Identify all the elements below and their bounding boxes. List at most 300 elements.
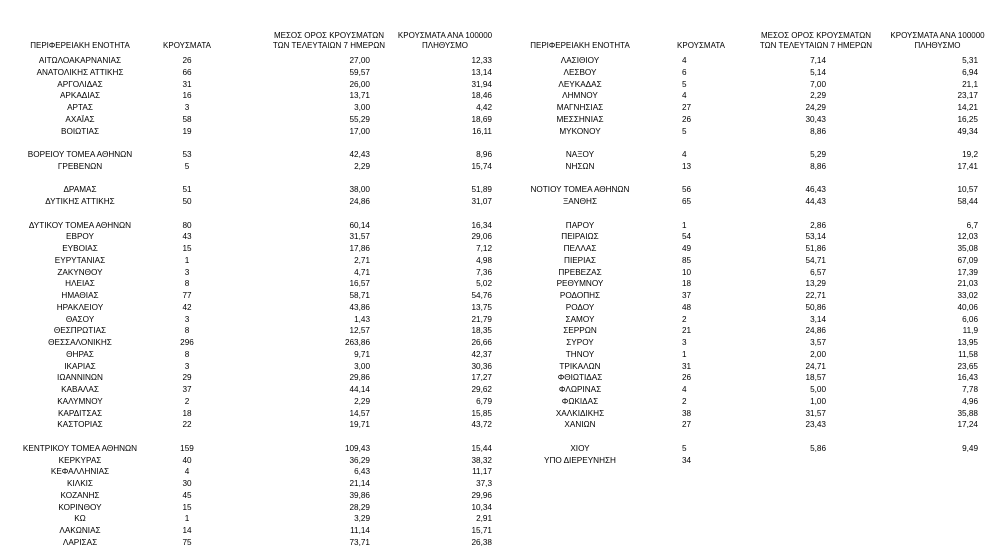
avg7-cell: 22,71 <box>805 291 826 300</box>
cases-cell: 48 <box>682 302 692 312</box>
header-avg7-left: ΜΕΣΟΣ ΟΡΟΣ ΚΡΟΥΣΜΑΤΩΝ ΤΩΝ ΤΕΛΕΥΤΑΙΩΝ 7 ΗΜΕΡΩΝ <box>272 31 386 50</box>
per100k-cell: 2,91 <box>476 514 492 524</box>
region-cell: ΝΟΤΙΟΥ ΤΟΜΕΑ ΑΘΗΝΩΝ <box>530 185 630 195</box>
cases-cell: 75 <box>182 537 192 547</box>
avg7-cell: 27,00 <box>349 56 370 65</box>
per100k-cell: 7,12 <box>476 244 492 253</box>
avg7-cell: 6,57 <box>810 267 826 277</box>
region-cell: ΛΗΜΝΟΥ <box>562 91 598 101</box>
region-cell: ΘΕΣΠΡΩΤΙΑΣ <box>53 326 107 336</box>
per100k-cell: 30,36 <box>471 361 492 371</box>
per100k-cell: 23,17 <box>957 91 978 101</box>
table-row <box>0 55 1000 67</box>
region-cell: ΛΑΡΙΣΑΣ <box>62 537 98 547</box>
cases-cell: 65 <box>682 197 692 206</box>
cases-cell: 3 <box>184 103 190 112</box>
per100k-cell: 40,06 <box>957 302 978 312</box>
per100k-cell: 49,34 <box>957 126 978 136</box>
per100k-cell: 11,9 <box>962 326 978 336</box>
per100k-cell: 4,42 <box>476 103 492 112</box>
avg7-cell: 263,86 <box>344 338 370 347</box>
avg7-cell: 16,57 <box>349 279 370 289</box>
table-row <box>0 196 1000 208</box>
region-cell: ΤΡΙΚΑΛΩΝ <box>559 361 601 371</box>
cases-cell: 38 <box>682 408 692 418</box>
region-cell: ΑΡΚΑΔΙΑΣ <box>59 91 101 101</box>
cases-cell: 26 <box>682 373 692 383</box>
region-cell: ΦΘΙΩΤΙΔΑΣ <box>557 373 603 383</box>
region-cell: ΛΑΚΩΝΙΑΣ <box>59 526 101 535</box>
region-cell: ΛΑΣΙΘΙΟΥ <box>560 56 600 65</box>
avg7-cell: 36,29 <box>349 455 370 465</box>
cases-cell: 80 <box>182 220 192 230</box>
header-cases-left: ΚΡΟΥΣΜΑΤΑ <box>163 41 211 50</box>
region-cell: ΑΡΓΟΛΙΔΑΣ <box>57 79 103 89</box>
cases-cell: 3 <box>184 314 190 324</box>
per100k-cell: 17,39 <box>957 267 978 277</box>
region-cell: ΑΡΤΑΣ <box>67 103 93 112</box>
cases-cell: 50 <box>182 197 192 206</box>
avg7-cell: 39,86 <box>349 490 370 500</box>
cases-cell: 4 <box>682 91 687 101</box>
table-row <box>0 302 1000 314</box>
per100k-cell: 15,44 <box>471 443 492 453</box>
table-row <box>0 220 1000 232</box>
region-cell: ΣΥΡΟΥ <box>566 338 594 347</box>
per100k-cell: 35,88 <box>957 408 978 418</box>
avg7-cell: 54,71 <box>805 255 826 265</box>
region-cell: ΠΕΛΛΑΣ <box>563 244 597 253</box>
table-row <box>0 314 1000 326</box>
per100k-cell: 21,1 <box>962 79 978 89</box>
region-cell: ΗΜΑΘΙΑΣ <box>61 291 99 300</box>
per100k-cell: 37,3 <box>476 479 492 488</box>
avg7-cell: 9,71 <box>354 349 370 359</box>
avg7-cell: 51,86 <box>805 244 826 253</box>
avg7-cell: 44,43 <box>805 197 826 206</box>
avg7-cell: 13,29 <box>805 279 826 289</box>
table-row <box>0 255 1000 267</box>
table-row <box>0 114 1000 126</box>
cases-cell: 40 <box>182 455 192 465</box>
cases-cell: 1 <box>184 255 190 265</box>
region-cell: ΠΑΡΟΥ <box>565 220 595 230</box>
avg7-cell: 55,29 <box>349 114 370 124</box>
table-row <box>0 290 1000 302</box>
region-cell: ΚΕΦΑΛΛΗΝΙΑΣ <box>50 467 110 477</box>
cases-cell: 8 <box>184 279 190 289</box>
per100k-cell: 21,79 <box>471 314 492 324</box>
avg7-cell: 109,43 <box>344 443 370 453</box>
region-cell: ΚΙΛΚΙΣ <box>66 479 93 488</box>
avg7-cell: 26,00 <box>349 79 370 89</box>
region-cell: ΚΩ <box>74 514 86 524</box>
region-cell: ΛΕΣΒΟΥ <box>563 67 597 77</box>
table-spacer-row <box>0 431 1000 443</box>
cases-cell: 18 <box>682 279 692 289</box>
per100k-cell: 11,17 <box>472 467 492 477</box>
avg7-cell: 5,00 <box>810 385 826 394</box>
per100k-cell: 10,57 <box>957 185 978 195</box>
region-cell: ΕΒΡΟΥ <box>66 232 94 242</box>
region-cell: ΥΠΟ ΔΙΕΡΕΥΝΗΣΗ <box>544 455 616 465</box>
per100k-cell: 12,33 <box>471 56 492 65</box>
avg7-cell: 50,86 <box>805 302 826 312</box>
table-row <box>0 349 1000 361</box>
avg7-cell: 23,43 <box>805 420 826 430</box>
avg7-cell: 46,43 <box>805 185 826 195</box>
cases-cell: 53 <box>182 150 192 159</box>
region-cell: ΔΥΤΙΚΟΥ ΤΟΜΕΑ ΑΘΗΝΩΝ <box>28 220 132 230</box>
region-cell: ΠΕΙΡΑΙΩΣ <box>561 232 599 242</box>
avg7-cell: 3,00 <box>354 361 370 371</box>
cases-cell: 34 <box>682 455 692 465</box>
region-cell: ΒΟΙΩΤΙΑΣ <box>60 126 100 136</box>
region-cell: ΚΟΖΑΝΗΣ <box>60 490 100 500</box>
per100k-cell: 4,96 <box>962 396 978 406</box>
header-avg7-right: ΜΕΣΟΣ ΟΡΟΣ ΚΡΟΥΣΜΑΤΩΝ ΤΩΝ ΤΕΛΕΥΤΑΙΩΝ 7 ΗΜΕΡΩΝ <box>759 31 873 50</box>
region-cell: ΘΑΣΟΥ <box>65 314 95 324</box>
cases-cell: 18 <box>182 408 192 418</box>
region-cell: ΑΧΑΪΑΣ <box>65 114 95 124</box>
table-row <box>0 525 1000 537</box>
per100k-cell: 21,03 <box>957 279 978 289</box>
per100k-cell: 15,85 <box>471 408 492 418</box>
cases-cell: 85 <box>682 255 692 265</box>
per100k-cell: 17,24 <box>957 420 978 430</box>
per100k-cell: 17,27 <box>471 373 492 383</box>
avg7-cell: 2,00 <box>810 349 826 359</box>
cases-cell: 54 <box>682 232 692 242</box>
region-cell: ΛΕΥΚΑΔΑΣ <box>558 79 602 89</box>
header-per100k-right: ΚΡΟΥΣΜΑΤΑ ΑΝΑ 100000 ΠΛΗΘΥΣΜΟ <box>890 31 985 50</box>
cases-cell: 43 <box>182 232 192 242</box>
cases-cell: 4 <box>682 150 687 159</box>
table-row <box>0 537 1000 549</box>
table-row <box>0 455 1000 467</box>
region-cell: ΔΡΑΜΑΣ <box>63 185 97 195</box>
per100k-cell: 31,07 <box>471 197 492 206</box>
cases-cell: 37 <box>682 291 692 300</box>
cases-cell: 2 <box>184 396 190 406</box>
per100k-cell: 29,06 <box>471 232 492 242</box>
avg7-cell: 4,71 <box>354 267 370 277</box>
region-cell: ΚΑΛΥΜΝΟΥ <box>57 396 103 406</box>
region-cell: ΑΙΤΩΛΟΑΚΑΡΝΑΝΙΑΣ <box>38 56 122 65</box>
cases-cell: 4 <box>682 56 687 65</box>
region-cell: ΗΛΕΙΑΣ <box>65 279 95 289</box>
region-cell: ΚΕΝΤΡΙΚΟΥ ΤΟΜΕΑ ΑΘΗΝΩΝ <box>22 443 138 453</box>
per100k-cell: 12,03 <box>957 232 978 242</box>
cases-cell: 6 <box>682 67 687 77</box>
cases-cell: 27 <box>682 420 692 430</box>
region-cell: ΖΑΚΥΝΘΟΥ <box>57 267 103 277</box>
cases-cell: 5 <box>184 161 190 171</box>
region-cell: ΦΛΩΡΙΝΑΣ <box>558 385 602 394</box>
cases-cell: 51 <box>182 185 192 195</box>
table-row <box>0 267 1000 279</box>
avg7-cell: 2,86 <box>810 220 826 230</box>
region-cell: ΤΗΝΟΥ <box>565 349 595 359</box>
cases-cell: 15 <box>182 502 192 512</box>
cases-cell: 1 <box>682 220 687 230</box>
avg7-cell: 24,29 <box>805 103 826 112</box>
region-cell: ΜΥΚΟΝΟΥ <box>559 126 601 136</box>
table-row <box>0 408 1000 420</box>
cases-cell: 8 <box>184 349 190 359</box>
region-cell: ΔΥΤΙΚΗΣ ΑΤΤΙΚΗΣ <box>45 197 115 206</box>
region-cell: ΙΩΑΝΝΙΝΩΝ <box>57 373 103 383</box>
avg7-cell: 43,86 <box>349 302 370 312</box>
cases-cell: 3 <box>184 267 190 277</box>
region-cell: ΝΑΞΟΥ <box>565 150 595 159</box>
region-cell: ΣΑΜΟΥ <box>565 314 595 324</box>
avg7-cell: 2,29 <box>354 161 370 171</box>
per100k-cell: 7,78 <box>962 385 978 394</box>
per100k-cell: 16,34 <box>471 220 492 230</box>
region-cell: ΧΑΝΙΩΝ <box>564 420 596 430</box>
per100k-cell: 31,94 <box>471 79 492 89</box>
table-row <box>0 126 1000 138</box>
cases-cell: 159 <box>180 443 194 453</box>
region-cell: ΣΕΡΡΩΝ <box>563 326 597 336</box>
cases-cell: 22 <box>182 420 192 430</box>
avg7-cell: 3,57 <box>810 338 826 347</box>
cases-cell: 16 <box>182 91 192 101</box>
per100k-cell: 16,25 <box>957 114 978 124</box>
table-row <box>0 513 1000 525</box>
per100k-cell: 16,43 <box>957 373 978 383</box>
region-cell: ΧΑΛΚΙΔΙΚΗΣ <box>555 408 605 418</box>
avg7-cell: 17,86 <box>349 244 370 253</box>
avg7-cell: 5,29 <box>810 150 826 159</box>
table-row <box>0 102 1000 114</box>
cases-cell: 10 <box>682 267 692 277</box>
avg7-cell: 60,14 <box>349 220 370 230</box>
header-per100k-left: ΚΡΟΥΣΜΑΤΑ ΑΝΑ 100000 ΠΛΗΘΥΣΜΟ <box>397 31 493 50</box>
region-cell: ΒΟΡΕΙΟΥ ΤΟΜΕΑ ΑΘΗΝΩΝ <box>27 150 133 159</box>
cases-cell: 29 <box>182 373 192 383</box>
avg7-cell: 44,14 <box>349 385 370 394</box>
per100k-cell: 26,38 <box>471 537 492 547</box>
per100k-cell: 51,89 <box>471 185 492 195</box>
avg7-cell: 2,71 <box>354 255 370 265</box>
table-row <box>0 67 1000 79</box>
per100k-cell: 26,66 <box>471 338 492 347</box>
cases-cell: 5 <box>682 443 687 453</box>
table-row <box>0 90 1000 102</box>
table-spacer-row <box>0 137 1000 149</box>
per100k-cell: 6,7 <box>966 220 978 230</box>
avg7-cell: 21,14 <box>349 479 370 488</box>
table-row <box>0 490 1000 502</box>
cases-cell: 21 <box>682 326 692 336</box>
table-row <box>0 478 1000 490</box>
avg7-cell: 2,29 <box>354 396 370 406</box>
avg7-cell: 2,29 <box>810 91 826 101</box>
table-row <box>0 243 1000 255</box>
avg7-cell: 53,14 <box>805 232 826 242</box>
avg7-cell: 3,00 <box>354 103 370 112</box>
per100k-cell: 29,96 <box>471 490 492 500</box>
cases-cell: 26 <box>182 56 192 65</box>
per100k-cell: 5,02 <box>476 279 492 289</box>
cases-cell: 2 <box>682 396 687 406</box>
per100k-cell: 13,95 <box>957 338 978 347</box>
per100k-cell: 13,14 <box>471 67 492 77</box>
region-cell: ΞΑΝΘΗΣ <box>562 197 598 206</box>
region-cell: ΑΝΑΤΟΛΙΚΗΣ ΑΤΤΙΚΗΣ <box>36 67 124 77</box>
avg7-cell: 3,29 <box>354 514 370 524</box>
table-row <box>0 361 1000 373</box>
per100k-cell: 6,06 <box>962 314 978 324</box>
per100k-cell: 17,41 <box>957 161 978 171</box>
cases-cell: 42 <box>182 302 192 312</box>
per100k-cell: 29,62 <box>471 385 492 394</box>
table-spacer-row <box>0 208 1000 220</box>
region-cell: ΡΟΔΟΠΗΣ <box>559 291 601 300</box>
per100k-cell: 18,35 <box>471 326 492 336</box>
per100k-cell: 23,65 <box>957 361 978 371</box>
avg7-cell: 42,43 <box>349 150 370 159</box>
cases-cell: 5 <box>682 79 687 89</box>
per100k-cell: 14,21 <box>957 103 978 112</box>
per100k-cell: 16,11 <box>472 126 492 136</box>
cases-cell: 37 <box>182 385 192 394</box>
table-row <box>0 372 1000 384</box>
table-row <box>0 384 1000 396</box>
table-row <box>0 278 1000 290</box>
cases-cell: 26 <box>682 114 692 124</box>
cases-cell: 1 <box>184 514 190 524</box>
cases-cell: 296 <box>180 338 194 347</box>
avg7-cell: 3,14 <box>810 314 826 324</box>
cases-cell: 27 <box>682 103 692 112</box>
avg7-cell: 30,43 <box>805 114 826 124</box>
avg7-cell: 1,00 <box>810 396 826 406</box>
avg7-cell: 11,14 <box>350 526 370 535</box>
cases-cell: 31 <box>182 79 192 89</box>
region-cell: ΜΑΓΝΗΣΙΑΣ <box>556 103 604 112</box>
avg7-cell: 59,57 <box>349 67 370 77</box>
table-row <box>0 184 1000 196</box>
avg7-cell: 31,57 <box>805 408 826 418</box>
per100k-cell: 18,69 <box>471 114 492 124</box>
region-cell: ΕΥΒΟΙΑΣ <box>62 244 98 253</box>
table-row <box>0 502 1000 514</box>
cases-cell: 45 <box>182 490 192 500</box>
per100k-cell: 8,96 <box>476 150 492 159</box>
avg7-cell: 38,00 <box>349 185 370 195</box>
avg7-cell: 24,71 <box>805 361 826 371</box>
avg7-cell: 7,00 <box>810 79 826 89</box>
per100k-cell: 67,09 <box>957 255 978 265</box>
region-cell: ΗΡΑΚΛΕΙΟΥ <box>56 302 104 312</box>
cases-cell: 8 <box>184 326 190 336</box>
per100k-cell: 15,74 <box>471 161 492 171</box>
per100k-cell: 43,72 <box>471 420 492 430</box>
region-cell: ΚΑΣΤΟΡΙΑΣ <box>57 420 103 430</box>
cases-cell: 56 <box>682 185 692 195</box>
per100k-cell: 38,32 <box>471 455 492 465</box>
per100k-cell: 33,02 <box>957 291 978 300</box>
per100k-cell: 18,46 <box>471 91 492 101</box>
avg7-cell: 1,43 <box>354 314 370 324</box>
region-cell: ΜΕΣΣΗΝΙΑΣ <box>556 114 604 124</box>
avg7-cell: 12,57 <box>349 326 370 336</box>
avg7-cell: 24,86 <box>349 197 370 206</box>
cases-cell: 66 <box>182 67 192 77</box>
cases-cell: 31 <box>682 361 692 371</box>
per100k-cell: 6,94 <box>962 67 978 77</box>
region-cell: ΚΟΡΙΝΘΟΥ <box>58 502 102 512</box>
cases-cell: 13 <box>682 161 692 171</box>
cases-cell: 14 <box>182 526 192 535</box>
per100k-cell: 35,08 <box>957 244 978 253</box>
per100k-cell: 54,76 <box>471 291 492 300</box>
region-cell: ΙΚΑΡΙΑΣ <box>64 361 96 371</box>
cases-cell: 3 <box>184 361 190 371</box>
per100k-cell: 6,79 <box>476 396 492 406</box>
avg7-cell: 28,29 <box>349 502 370 512</box>
per100k-cell: 11,58 <box>958 349 978 359</box>
avg7-cell: 17,00 <box>349 126 370 136</box>
region-cell: ΦΩΚΙΔΑΣ <box>561 396 599 406</box>
header-region-right: ΠΕΡΙΦΕΡΕΙΑΚΗ ΕΝΟΤΗΤΑ <box>530 41 630 50</box>
cases-cell: 15 <box>182 244 192 253</box>
per100k-cell: 19,2 <box>962 150 978 159</box>
table-row <box>0 396 1000 408</box>
avg7-cell: 58,71 <box>349 291 370 300</box>
header-region-left: ΠΕΡΙΦΕΡΕΙΑΚΗ ΕΝΟΤΗΤΑ <box>30 41 130 50</box>
region-cell: ΘΕΣΣΑΛΟΝΙΚΗΣ <box>48 338 112 347</box>
cases-cell: 2 <box>682 314 687 324</box>
per100k-cell: 9,49 <box>962 443 978 453</box>
region-cell: ΘΗΡΑΣ <box>66 349 94 359</box>
table-row <box>0 325 1000 337</box>
avg7-cell: 5,14 <box>810 67 826 77</box>
cases-cell: 58 <box>182 114 192 124</box>
cases-cell: 4 <box>682 385 687 394</box>
cases-cell: 30 <box>182 479 192 488</box>
avg7-cell: 31,57 <box>349 232 370 242</box>
per100k-cell: 42,37 <box>471 349 492 359</box>
table-row <box>0 337 1000 349</box>
avg7-cell: 8,86 <box>810 161 826 171</box>
region-cell: ΠΡΕΒΕΖΑΣ <box>558 267 602 277</box>
per100k-cell: 13,75 <box>471 302 492 312</box>
table-spacer-row <box>0 173 1000 185</box>
avg7-cell: 29,86 <box>349 373 370 383</box>
per100k-cell: 7,36 <box>476 267 492 277</box>
region-cell: ΓΡΕΒΕΝΩΝ <box>57 161 103 171</box>
per100k-cell: 58,44 <box>957 197 978 206</box>
region-cell: ΝΗΣΩΝ <box>565 161 595 171</box>
avg7-cell: 6,43 <box>354 467 370 477</box>
region-cell: ΡΕΘΥΜΝΟΥ <box>556 279 604 289</box>
per100k-cell: 4,98 <box>476 255 492 265</box>
table-row <box>0 443 1000 455</box>
per100k-cell: 10,34 <box>471 502 492 512</box>
avg7-cell: 19,71 <box>349 420 370 430</box>
table-row <box>0 419 1000 431</box>
avg7-cell: 7,14 <box>810 56 826 65</box>
region-cell: ΚΑΡΔΙΤΣΑΣ <box>57 408 103 418</box>
cases-cell: 49 <box>682 244 692 253</box>
region-cell: ΕΥΡΥΤΑΝΙΑΣ <box>54 255 106 265</box>
table-row <box>0 231 1000 243</box>
cases-cell: 19 <box>182 126 192 136</box>
